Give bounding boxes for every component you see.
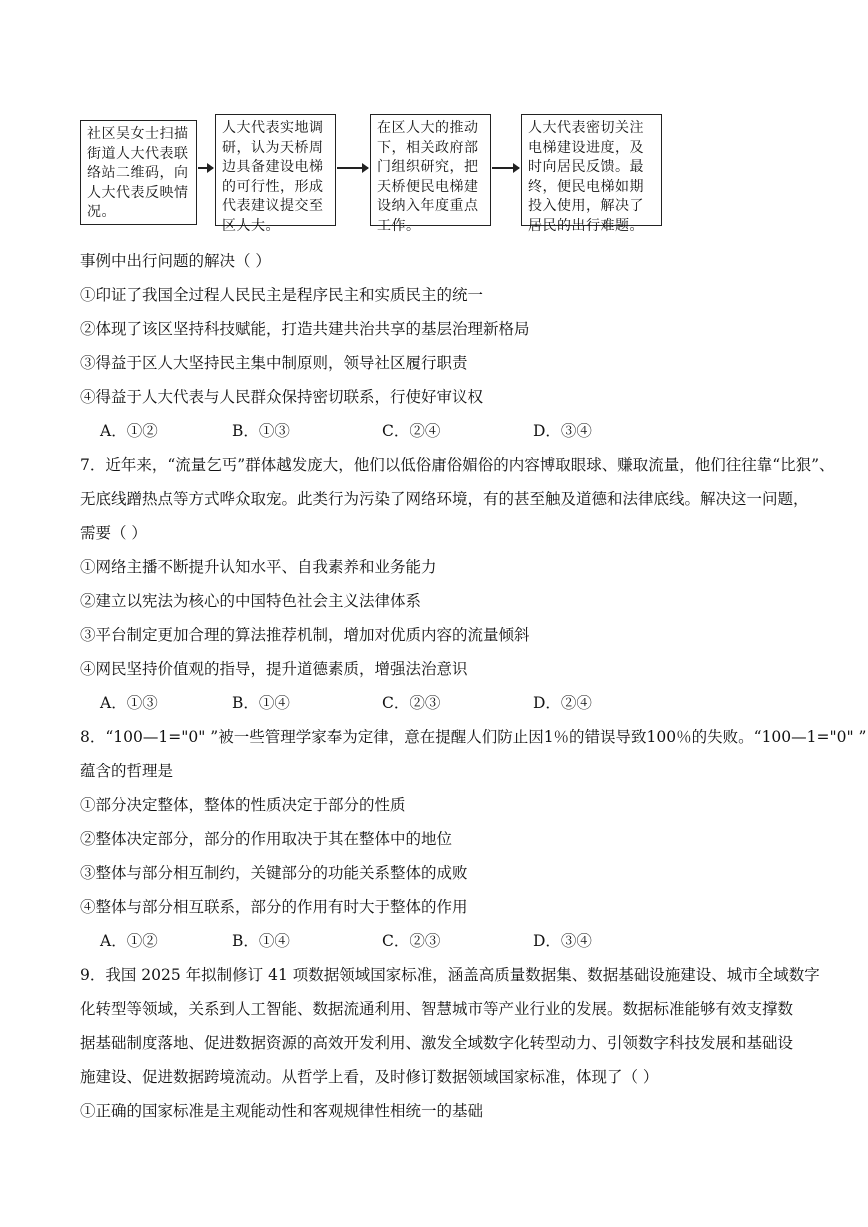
q7-option-c[interactable]: C．②③	[382, 694, 441, 712]
flow-box-3: 在区人大的推动下，相关政府部门组织研究，把天桥便民电梯建设纳入年度重点工作。	[370, 114, 491, 226]
q7-option-a[interactable]: A．①③	[100, 694, 158, 712]
q9-stem-line-1: 9．我国 2025 年拟制修订 41 项数据领域国家标准，涵盖高质量数据集、数据基础设施建设、城市全域数字	[80, 966, 820, 984]
q6-option-b[interactable]: B．①③	[232, 422, 290, 440]
q6-item-2: ②体现了该区坚持科技赋能，打造共建共治共享的基层治理新格局	[80, 320, 530, 338]
flow-box-2: 人大代表实地调研，认为天桥周边具备建设电梯的可行性，形成代表建议提交至区人大。	[215, 114, 336, 226]
q6-option-c[interactable]: C．②④	[382, 422, 441, 440]
q8-item-2: ②整体决定部分，部分的作用取决于其在整体中的地位	[80, 830, 453, 848]
flow-box-4: 人大代表密切关注电梯建设进度，及时向居民反馈。最终，便民电梯如期投入使用，解决了居民的出行难题。	[521, 114, 662, 226]
flow-arrow-2	[337, 167, 368, 169]
q7-item-3: ③平台制定更加合理的算法推荐机制，增加对优质内容的流量倾斜	[80, 626, 530, 644]
q9-stem-line-2: 化转型等领域，关系到人工智能、数据流通利用、智慧城市等产业行业的发展。数据标准能够有效支撑数	[80, 1000, 794, 1018]
q9-stem-line-3: 据基础制度落地、促进数据资源的高效开发利用、激发全域数字化转型动力、引领数字科技发展和基础设	[80, 1034, 794, 1052]
q8-option-d[interactable]: D．③④	[533, 932, 592, 950]
q8-item-3: ③整体与部分相互制约，关键部分的功能关系整体的成败	[80, 864, 468, 882]
q6-item-1: ①印证了我国全过程人民民主是程序民主和实质民主的统一	[80, 286, 484, 304]
q8-item-1: ①部分决定整体，整体的性质决定于部分的性质	[80, 796, 406, 814]
q8-option-b[interactable]: B．①④	[232, 932, 290, 950]
q7-options	[80, 686, 800, 720]
q7-stem-line-3: 需要（ ）	[80, 524, 147, 542]
q7-option-b[interactable]: B．①④	[232, 694, 290, 712]
flow-box-1: 社区吴女士扫描街道人大代表联络站二维码，向人大代表反映情况。	[80, 120, 197, 225]
flowchart	[80, 114, 780, 234]
q9-item-1: ①正确的国家标准是主观能动性和客观规律性相统一的基础	[80, 1102, 484, 1120]
q7-stem-line-2: 无底线蹭热点等方式哗众取宠。此类行为污染了网络环境，有的甚至触及道德和法律底线。解决这一问题，	[80, 490, 809, 508]
q7-item-1: ①网络主播不断提升认知水平、自我素养和业务能力	[80, 558, 437, 576]
q7-stem-line-1: 7．近年来，“流量乞丐”群体越发庞大，他们以低俗庸俗媚俗的内容博取眼球、赚取流量，他们往往靠“比狠”、	[80, 456, 835, 474]
q6-stem: 事例中出行问题的解决（ ）	[80, 252, 271, 270]
flow-arrow-3	[492, 167, 519, 169]
q8-item-4: ④整体与部分相互联系，部分的作用有时大于整体的作用	[80, 898, 468, 916]
q6-option-a[interactable]: A．①②	[100, 422, 158, 440]
q9-stem-line-4: 施建设、促进数据跨境流动。从哲学上看，及时修订数据领域国家标准，体现了（ ）	[80, 1068, 659, 1086]
q7-item-2: ②建立以宪法为核心的中国特色社会主义法律体系	[80, 592, 422, 610]
q6-item-3: ③得益于区人大坚持民主集中制原则，领导社区履行职责	[80, 354, 468, 372]
q8-option-c[interactable]: C．②③	[382, 932, 441, 950]
q6-option-d[interactable]: D．③④	[533, 422, 592, 440]
q7-item-4: ④网民坚持价值观的指导，提升道德素质，增强法治意识	[80, 660, 468, 678]
q8-stem-line-2: 蕴含的哲理是	[80, 762, 174, 780]
q6-options	[80, 414, 800, 448]
q7-option-d[interactable]: D．②④	[533, 694, 592, 712]
q8-option-a[interactable]: A．①②	[100, 932, 158, 950]
q8-stem-line-1: 8．“100—1="0" ”被一些管理学家奉为定律，意在提醒人们防止因1％的错误导致100％的失败。“100—1="0" ”	[80, 728, 867, 746]
q8-options	[80, 924, 800, 958]
question-content	[80, 244, 867, 1128]
q6-item-4: ④得益于人大代表与人民群众保持密切联系，行使好审议权	[80, 388, 484, 406]
flow-arrow-1	[198, 167, 213, 169]
